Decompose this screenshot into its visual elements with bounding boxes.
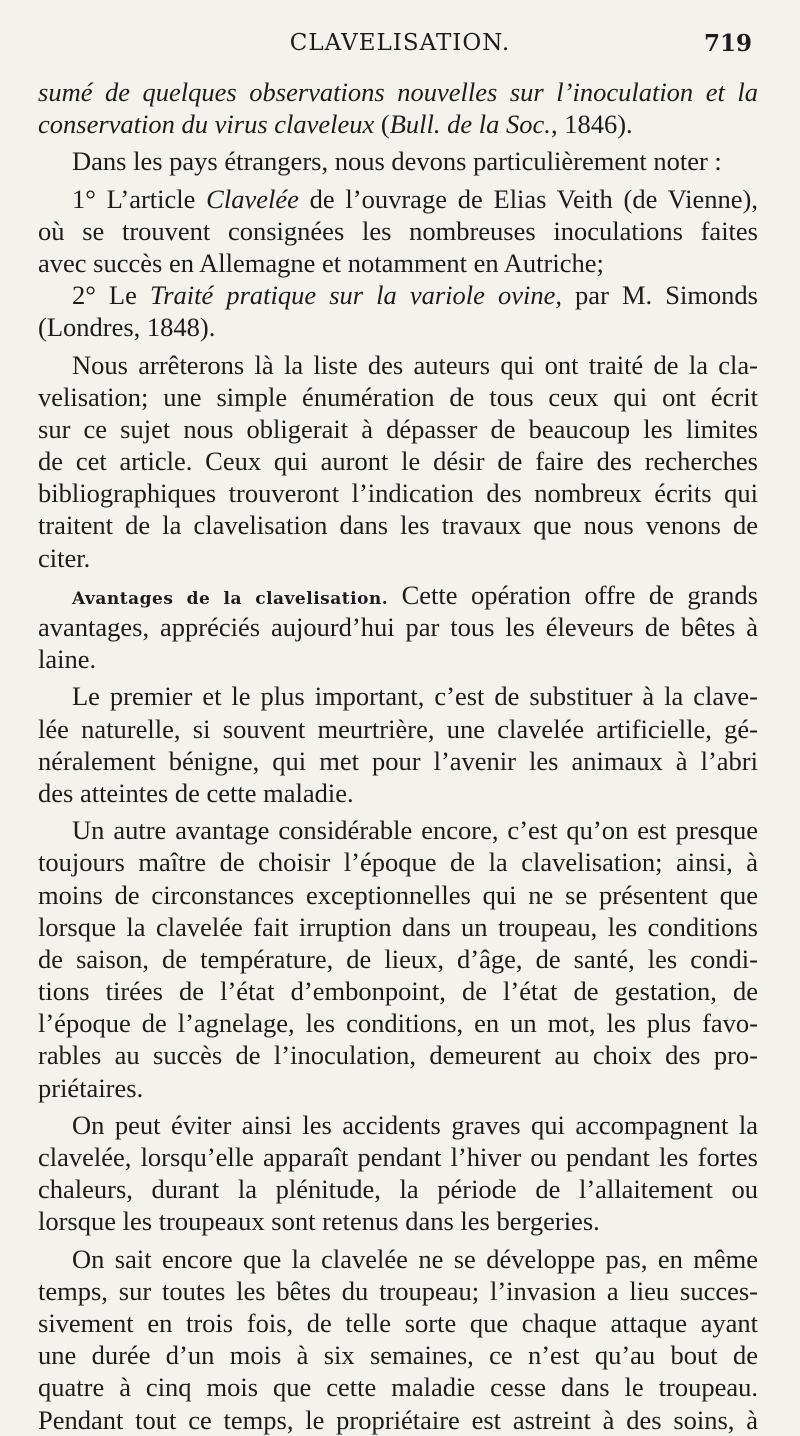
text-line: traitent de la clavelisation dans les travaux que nous venons de	[38, 510, 758, 541]
page-body	[38, 76, 758, 1436]
paragraph-9	[38, 1109, 758, 1238]
text-line: l’époque de l’agnelage, les conditions, en un mot, les plus favo-	[38, 1008, 758, 1039]
text-line: On peut éviter ainsi les accidents graves qui accompagnent la	[72, 1109, 758, 1140]
paragraph-10	[38, 1243, 758, 1436]
text-line: Un autre avantage considérable encore, c’est qu’on est presque	[72, 815, 758, 846]
running-header	[0, 30, 800, 64]
paragraph-7	[38, 680, 758, 809]
text-line: priétaires.	[38, 1072, 144, 1103]
text-line: conservation du virus claveleux (Bull. de la Soc., 1846).	[38, 109, 633, 140]
text-line: laine.	[38, 644, 97, 675]
text-line: citer.	[38, 542, 91, 573]
text-line: bibliographiques trouveront l’indication des nombreux écrits qui	[38, 478, 758, 509]
text-line: avec succès en Allemagne et notamment en Autriche;	[38, 247, 604, 278]
page-number: 719	[703, 30, 752, 57]
text-line: quatre à cinq mois que cette maladie cesse dans le troupeau.	[38, 1372, 758, 1403]
text-line: avantages, appréciés aujourd’hui par tous les éleveurs de bêtes à	[38, 612, 758, 642]
text-line: sumé de quelques observations nouvelles sur l’inoculation et la	[38, 77, 758, 107]
text-line: 2° Le Traité pratique sur la variole ovine, par M. Simonds	[72, 280, 758, 311]
text-line: clavelée, lorsqu’elle apparaît pendant l’hiver ou pendant les fortes	[38, 1142, 758, 1172]
text-line: lée naturelle, si souvent meurtrière, une clavelée artificielle, gé-	[38, 713, 758, 744]
text-line: On sait encore que la clavelée ne se développe pas, en même	[72, 1243, 758, 1274]
text-line: sivement en trois fois, de telle sorte que chaque attaque ayant	[38, 1307, 758, 1338]
text-line: Dans les pays étrangers, nous devons particulièrement noter :	[72, 146, 722, 177]
text-line: Le premier et le plus important, c’est de substituer à la clave-	[72, 681, 758, 712]
text-line: velisation; une simple énumération de tous ceux qui ont écrit	[38, 381, 758, 412]
text-line: lorsque la clavelée fait irruption dans un troupeau, les conditions	[38, 911, 758, 942]
text-line: chaleurs, durant la plénitude, la période de l’allaitement ou	[38, 1174, 758, 1205]
text-line: sur ce sujet nous obligerait à dépasser de beaucoup les limites	[38, 413, 758, 444]
text-line: de cet article. Ceux qui auront le désir de faire des recherches	[38, 446, 758, 477]
paragraph-1	[38, 76, 758, 140]
text-line: rables au succès de l’inoculation, demeurent au choix des pro-	[38, 1040, 758, 1071]
text-line: tions tirées de l’état d’embonpoint, de l’état de gestation, de	[38, 976, 758, 1007]
running-title: CLAVELISATION.	[289, 30, 511, 56]
paragraph-6	[38, 579, 758, 676]
paragraph-5	[38, 349, 758, 574]
paragraph-2	[38, 145, 758, 177]
text-line: Nous arrêterons là la liste des auteurs qui ont traité de la cla-	[72, 349, 758, 380]
paragraph-3	[38, 183, 758, 280]
text-line: 1° L’article Clavelée de l’ouvrage de Elias Veith (de Vienne),	[72, 183, 759, 214]
text-line: Pendant tout ce temps, le propriétaire est astreint à des soins, à	[38, 1404, 758, 1435]
text-line: (Londres, 1848).	[38, 312, 216, 343]
text-line: des atteintes de cette maladie.	[38, 777, 354, 808]
text-line: une durée d’un mois à six semaines, ce n’est qu’au bout de	[38, 1340, 758, 1371]
paragraph-8	[38, 814, 758, 1104]
text-line: toujours maître de choisir l’époque de la clavelisation; ainsi, à	[38, 847, 758, 878]
text-line: où se trouvent consignées les nombreuses inoculations faites	[38, 215, 758, 246]
paragraph-4	[38, 279, 758, 343]
text-line: temps, sur toutes les bêtes du troupeau; l’invasion a lieu succes-	[38, 1275, 758, 1306]
text-line: de saison, de température, de lieux, d’âge, de santé, les condi-	[38, 943, 758, 974]
text-line: lorsque les troupeaux sont retenus dans les bergeries.	[38, 1206, 600, 1237]
section-heading: Avantages de la clavelisation.	[72, 588, 389, 609]
text-line: Avantages de la clavelisation. Cette opération offre de grands	[72, 579, 758, 610]
text-line: moins de circonstances exceptionnelles qui ne se présentent que	[38, 879, 758, 910]
text-line: néralement bénigne, qui met pour l’avenir les animaux à l’abri	[38, 745, 758, 776]
